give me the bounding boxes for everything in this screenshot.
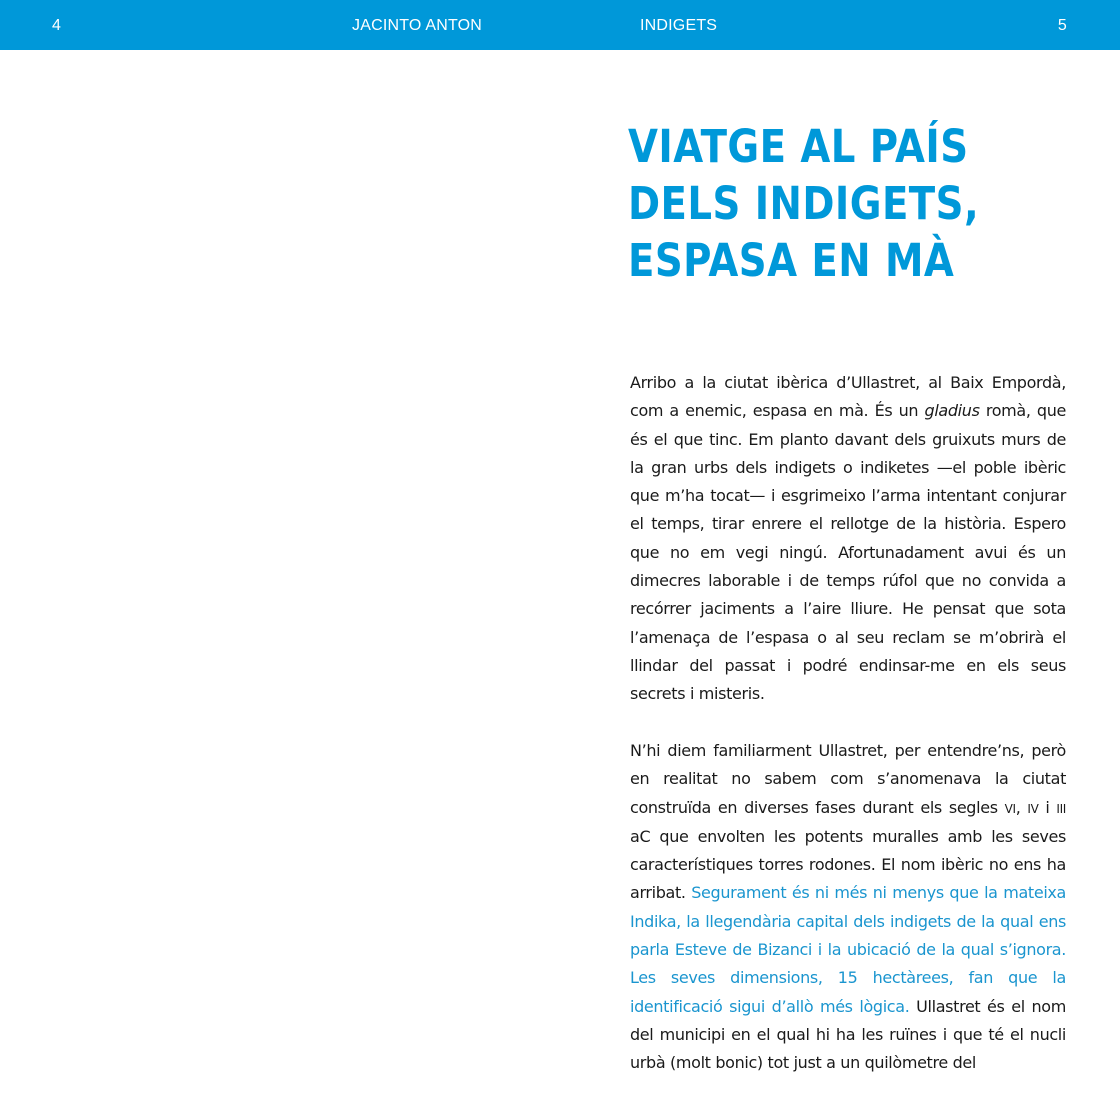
paragraph-text: aC que envolten les potents muralles amb les seves característiques torres rodones. El nom ibèric no ens ha arribat. [630,826,1066,903]
paragraph-text: Arribo a la ciutat ibèrica d’Ullastret, al Baix Empordà, com a enemic, espasa en mà. És un [630,373,1066,421]
body-paragraph-1 [630,369,1066,709]
chapter-title [628,118,1024,289]
italic-term-gladius: gladius [924,401,980,421]
paragraph-text: N’hi diem familiarment Ullastret, per entendre’ns, però en realitat no sabem com s’anomenava la ciutat construïda en diverses fases durant els segles [630,741,1066,817]
century-numeral: IV [1027,801,1039,816]
chapter-title-line: ESPASA EN MÀ [628,234,955,287]
running-header-bar [0,0,1120,50]
chapter-title-line: DELS INDIGETS, [628,177,980,230]
paragraph-text: Ullastret és el nom del municipi en el qual hi ha les ruïnes i que té el nucli urbà (molt bonic) tot just a un quilòmetre del [630,996,1066,1073]
century-numeral: III [1056,801,1066,816]
separator-text: i [1038,797,1057,817]
body-paragraph-2 [630,737,1066,1078]
left-page-number: 4 [52,17,62,34]
paragraph-text: romà, que és el que tinc. Em planto davant dels gruixuts murs de la gran urbs dels indigets o indiketes —el poble ibèric que m’ha tocat— i esgrimeixo l’arma intentant conjurar el temps, tirar enrere el rellotge de la història. Espero que no em vegi ningú. Afortunadament avui és un dimecres laborable i de temps rúfol que no convida a recórrer jaciments a l’aire lliure. He pensat que sota l’amenaça de l’espasa o al seu reclam se m’obrirà el llindar del passat i podré endinsar-me en els seus secrets i misteris. [630,401,1066,704]
right-page-number: 5 [1057,17,1067,34]
chapter-title-line: VIATGE AL PAÍS [628,120,969,173]
left-running-head-author: JACINTO ANTON [352,17,483,34]
right-running-head-title: INDIGETS [640,17,718,34]
separator-text: , [1015,797,1028,817]
century-numeral: VI [1004,801,1016,816]
highlighted-passage: Segurament és ni més ni menys que la mateixa Indika, la llegendària capital dels indigets de la qual ens parla Esteve de Bizanci i la ubicació de la qual s’ignora. Les seves dimensions, 15 hectàrees, fan que la identificació sigui d’allò més lògica. [630,883,1067,1016]
